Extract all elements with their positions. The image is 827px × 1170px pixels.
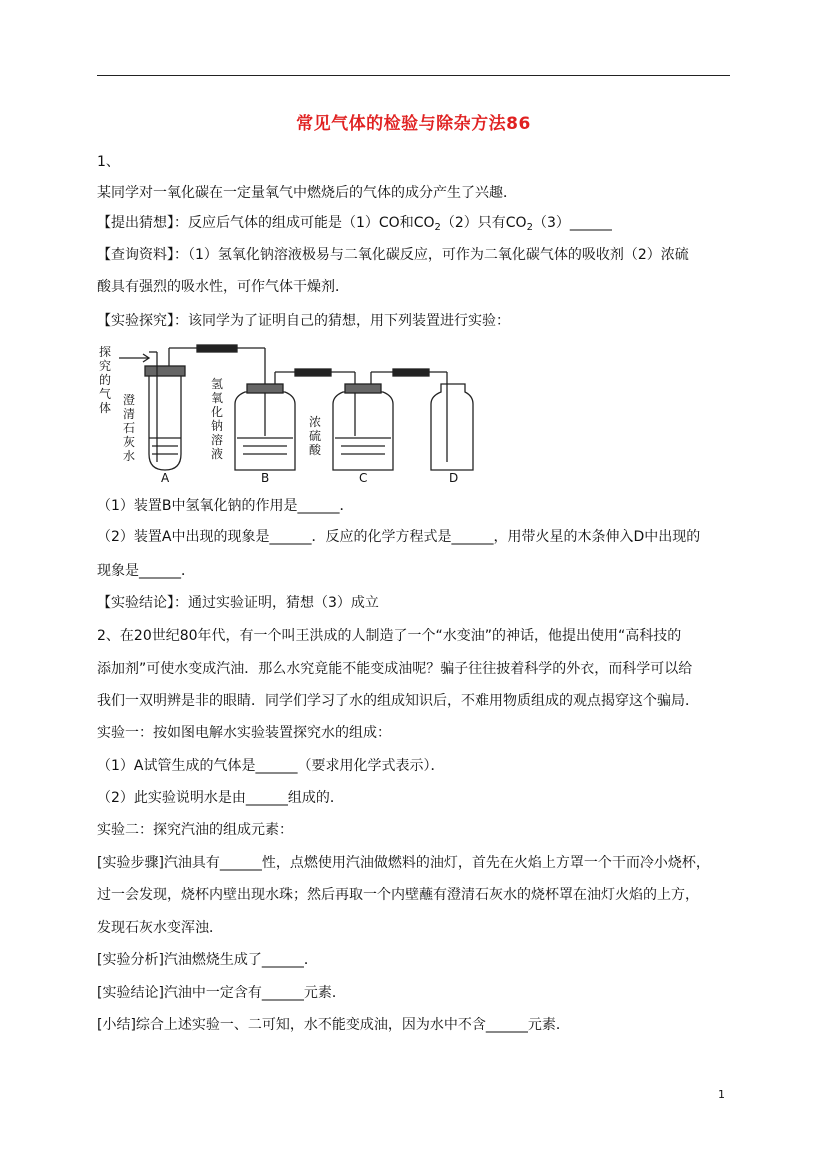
inlet-label-5: 体: [99, 401, 112, 415]
q2-line-1: 2、在20世纪80年代，有一个叫王洪成的人制造了一个“水变油”的神话，他提出使用“高科技的: [97, 628, 682, 644]
q2-step-line-3: 发现石灰水变浑浊．: [97, 920, 223, 936]
q2-exp1-q2: （2）此实验说明水是由______组成的．: [97, 790, 344, 806]
q1-number: 1、: [97, 154, 120, 170]
q1-reference-line-2: 酸具有强烈的吸水性，可作气体干燥剂．: [97, 279, 349, 295]
apparatus-figure: [97, 342, 477, 482]
hypothesis-part-a: 【提出猜想】：反应后气体的组成可能是（1）CO和CO: [97, 215, 435, 231]
q2-exp1: 实验一：按如图电解水实验装置探究水的组成：: [97, 725, 391, 741]
label-d: D: [449, 471, 459, 482]
q1-hypothesis: [97, 213, 737, 235]
reagent-c-2: 硫: [309, 429, 322, 443]
q2-line-2: 添加剂”可使水变成汽油．那么水究竟能不能变成油呢？骗子往往披着科学的外衣，而科学可以给: [97, 661, 693, 677]
reagent-c-1: 浓: [309, 415, 322, 429]
hypothesis-part-c: （3）______: [532, 215, 612, 231]
reagent-a-3: 石: [123, 421, 136, 435]
reagent-b-2: 氧: [211, 391, 224, 405]
q2-step-line-1: [实验步骤]汽油具有______性，点燃使用汽油做燃料的油灯，首先在火焰上方罩一个干而冷小烧杯，: [97, 855, 710, 871]
reagent-c-3: 酸: [309, 443, 322, 457]
q2-exp1-q1: （1）A试管生成的气体是______（要求用化学式表示）．: [97, 758, 445, 774]
label-c: C: [359, 471, 368, 482]
q1-reference-line-1: 【查询资料】：（1）氢氧化钠溶液极易与二氧化碳反应，可作为二氧化碳气体的吸收剂（2）浓硫: [97, 247, 689, 263]
q2-line-3: 我们一双明辨是非的眼睛．同学们学习了水的组成知识后，不难用物质组成的观点揭穿这个骗局．: [97, 693, 699, 709]
reagent-a-4: 灰: [123, 435, 136, 449]
subscript-2: 2: [434, 222, 441, 233]
inlet-label-2: 究: [99, 359, 112, 373]
reagent-b-1: 氢: [211, 377, 224, 391]
page-title: 常见气体的检验与除杂方法86: [296, 114, 531, 134]
reagent-b-4: 钠: [211, 419, 224, 433]
reagent-a-2: 清: [123, 407, 136, 421]
q2-step-line-2: 过一会发现，烧杯内壁出现水珠；然后再取一个内壁蘸有澄清石灰水的烧杯罩在油灯火焰的上方，: [97, 887, 699, 903]
page-number: 1: [718, 1088, 725, 1101]
subscript-2: 2: [526, 222, 533, 233]
label-b: B: [261, 471, 270, 482]
q1-sub-2-line-1: （2）装置A中出现的现象是______．反应的化学方程式是______，用带火星的木条伸入D中出现的: [97, 529, 701, 545]
q2-exp2: 实验二：探究汽油的组成元素：: [97, 822, 293, 838]
hypothesis-part-b: （2）只有CO: [440, 215, 527, 231]
q1-explore: 【实验探究】：该同学为了证明自己的猜想，用下列装置进行实验：: [97, 313, 510, 329]
apparatus-diagram: [97, 342, 477, 482]
reagent-b-5: 溶: [211, 433, 224, 447]
reagent-a-1: 澄: [123, 393, 136, 407]
q1-intro: 某同学对一氧化碳在一定量氧气中燃烧后的气体的成分产生了兴趣．: [97, 185, 517, 201]
q2-result: [实验结论]汽油中一定含有______元素．: [97, 985, 346, 1001]
q1-sub-1: （1）装置B中氢氧化钠的作用是______．: [97, 498, 354, 514]
q2-summary: [小结]综合上述实验一、二可知，水不能变成油，因为水中不含______元素．: [97, 1017, 570, 1033]
inlet-label-4: 气: [99, 387, 112, 401]
reagent-b-6: 液: [211, 447, 224, 461]
q1-sub-2-line-2: 现象是______．: [97, 563, 195, 579]
inlet-label-3: 的: [99, 373, 112, 387]
reagent-a-5: 水: [123, 449, 136, 463]
q1-conclusion: 【实验结论】：通过实验证明，猜想（3）成立: [97, 595, 379, 611]
header-rule: [97, 75, 730, 76]
inlet-label-1: 探: [99, 345, 112, 359]
q2-analysis: [实验分析]汽油燃烧生成了______．: [97, 952, 318, 968]
reagent-b-3: 化: [211, 405, 224, 419]
label-a: A: [161, 471, 170, 482]
